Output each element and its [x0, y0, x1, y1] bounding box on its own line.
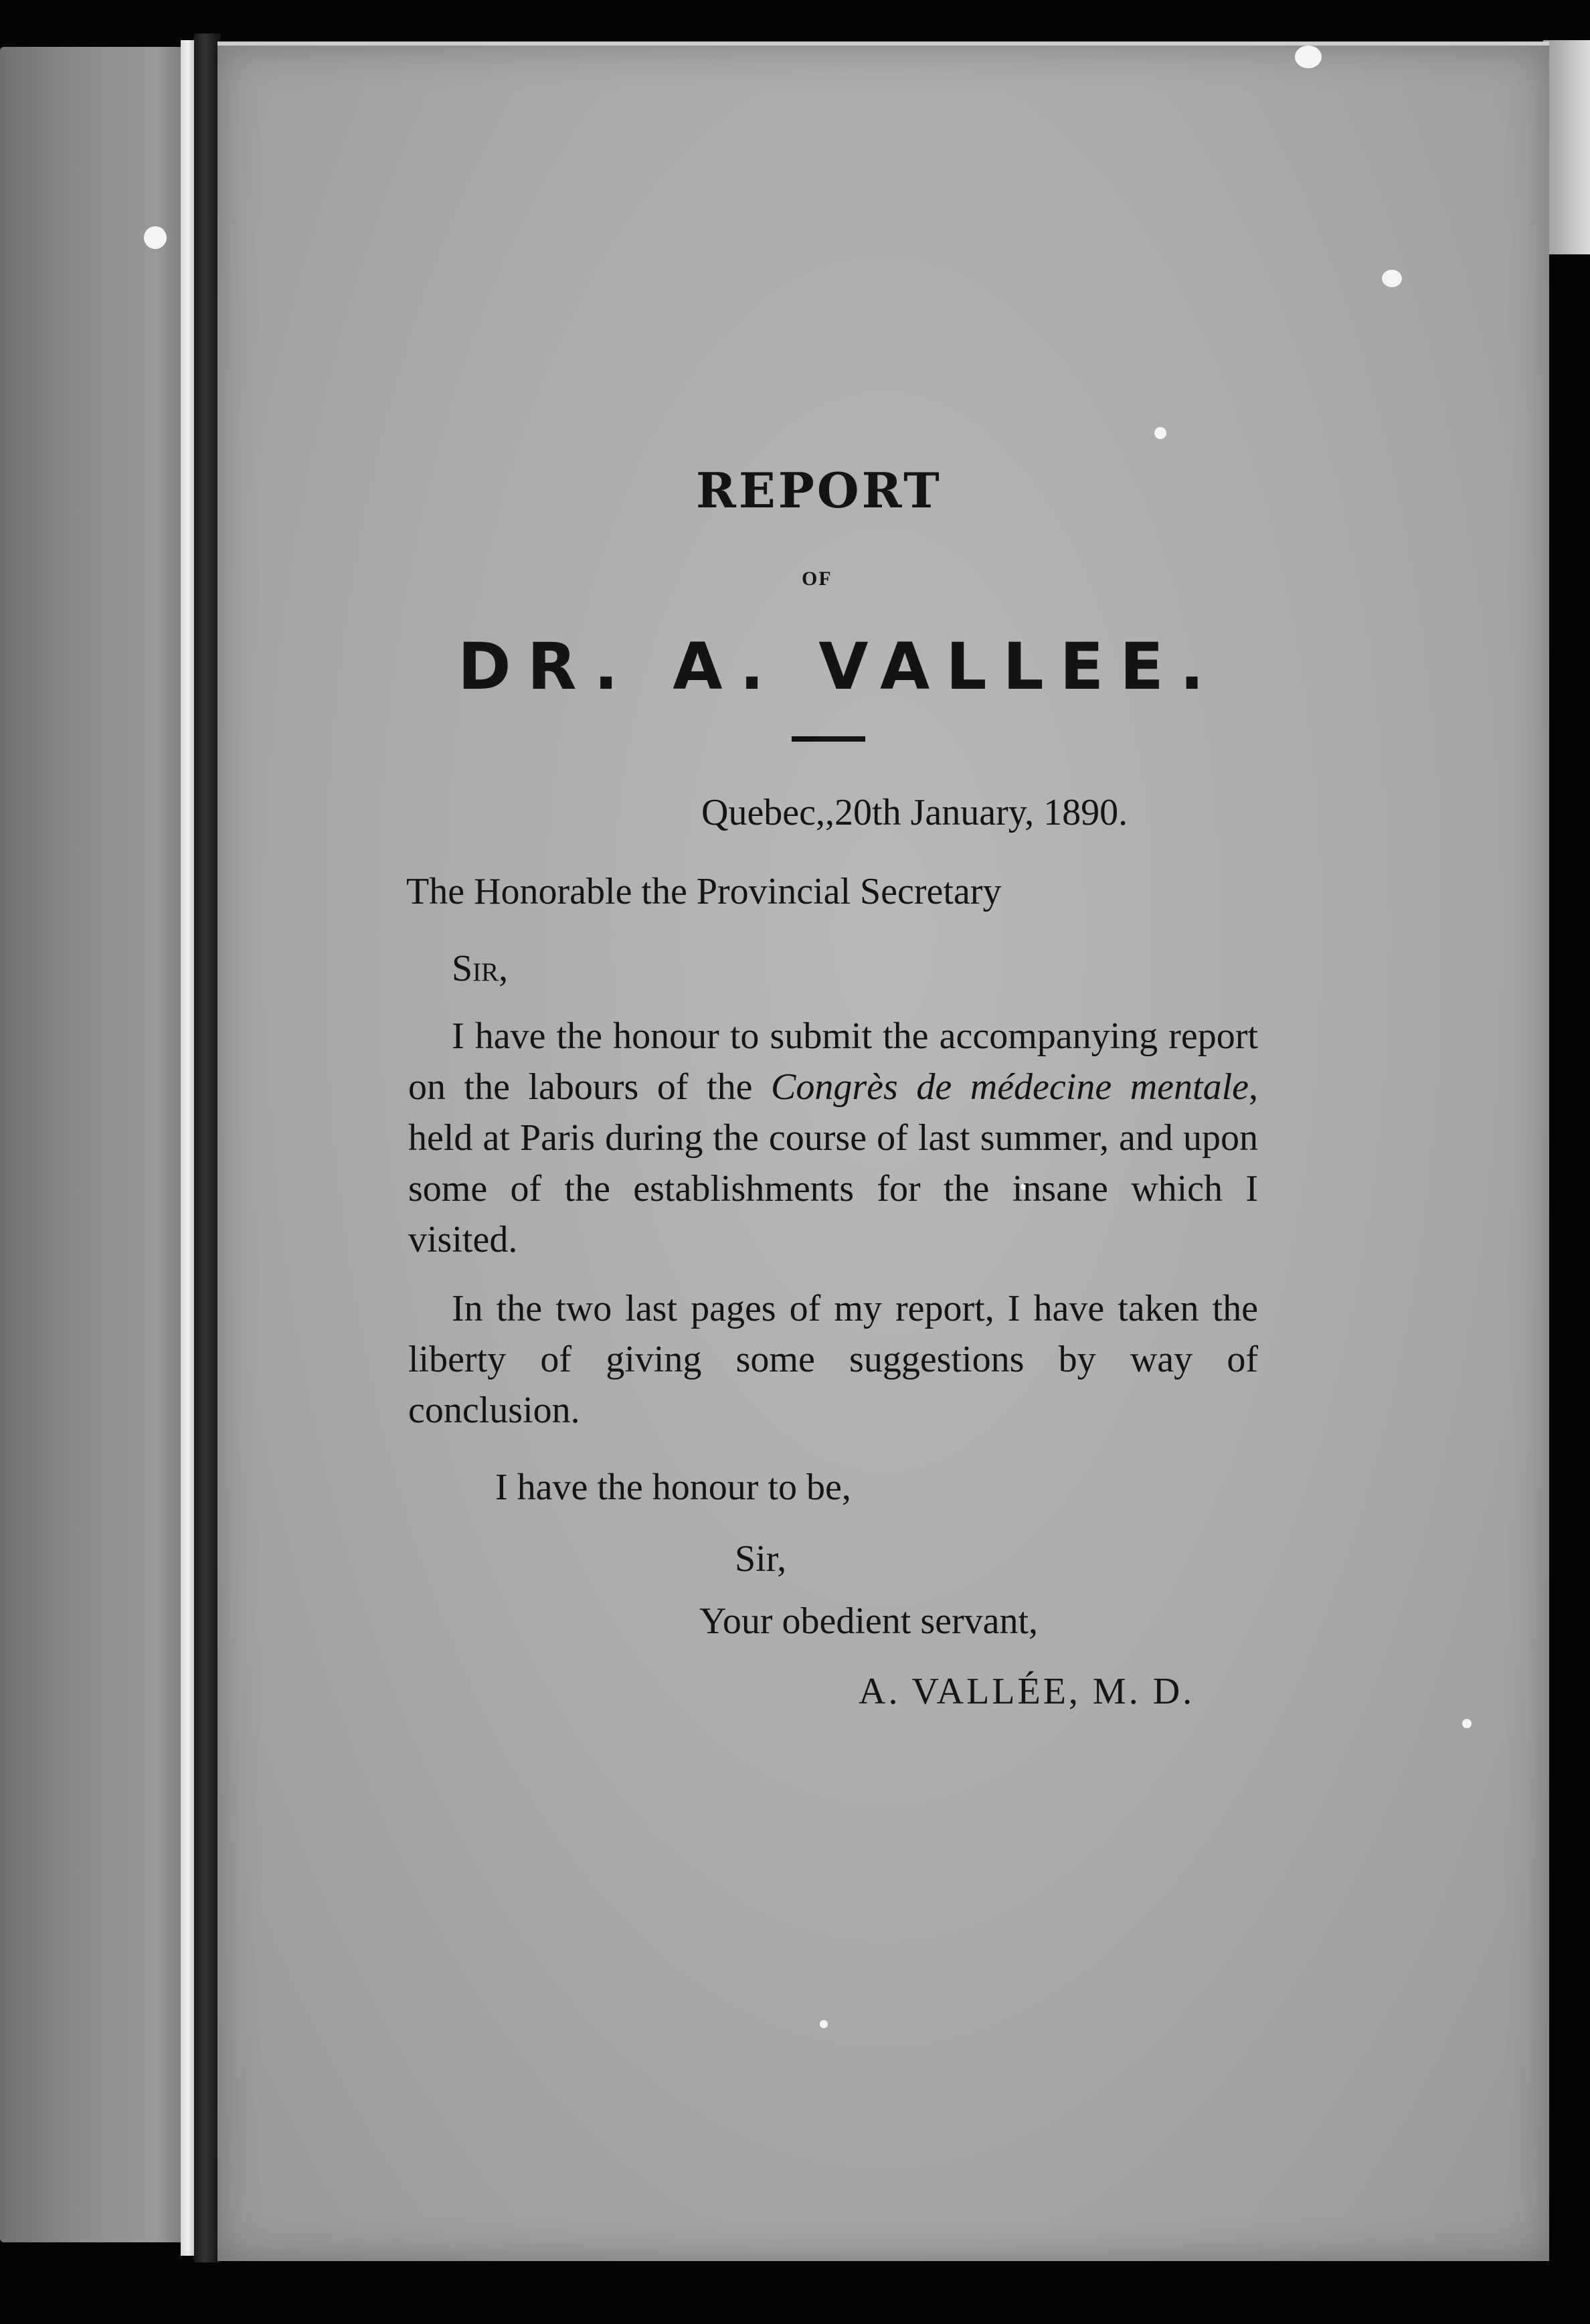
paragraph-1-text-a: I have the honour to submit the accompanying report on the labours of the — [408, 1015, 1258, 1108]
paper-speck — [820, 2020, 828, 2028]
addressee: The Honorable the Provincial Secretary — [406, 871, 1002, 912]
signature: A. VALLÉE, M. D. — [859, 1671, 1195, 1712]
paragraph-1-text-b: , held at Paris during the course of last summer, and upon some of the establishments for the insane which I visited. — [408, 1066, 1258, 1260]
salutation: Sir, — [452, 948, 509, 989]
paragraph-1 — [408, 1011, 1258, 1265]
paragraph-1-italic: Congrès de médecine mentale — [771, 1066, 1249, 1108]
binding-gutter — [194, 33, 221, 2262]
leaf-edge — [181, 40, 195, 2256]
dateline: Quebec,,20th January, 1890. — [701, 792, 1128, 833]
torn-corner — [1543, 40, 1590, 254]
previous-leaf — [0, 47, 184, 2242]
paper-speck — [144, 226, 167, 249]
closing-line-3: Your obedient servant, — [699, 1600, 1039, 1642]
author-heading: DR. A. VALLEE. — [458, 629, 1221, 704]
paper-speck — [1154, 427, 1166, 439]
paper-speck — [1462, 1719, 1472, 1728]
heading-rule — [792, 736, 865, 742]
paper-speck — [1295, 46, 1322, 68]
closing-line-2: Sir, — [735, 1538, 787, 1580]
closing-line-1: I have the honour to be, — [495, 1467, 851, 1508]
paragraph-2: In the two last pages of my report, I have taken the liberty of giving some suggestions by way of conclusion. — [408, 1288, 1258, 1431]
heading-of: OF — [802, 568, 832, 590]
paper-speck — [1382, 270, 1402, 287]
report-heading: REPORT — [696, 462, 942, 519]
